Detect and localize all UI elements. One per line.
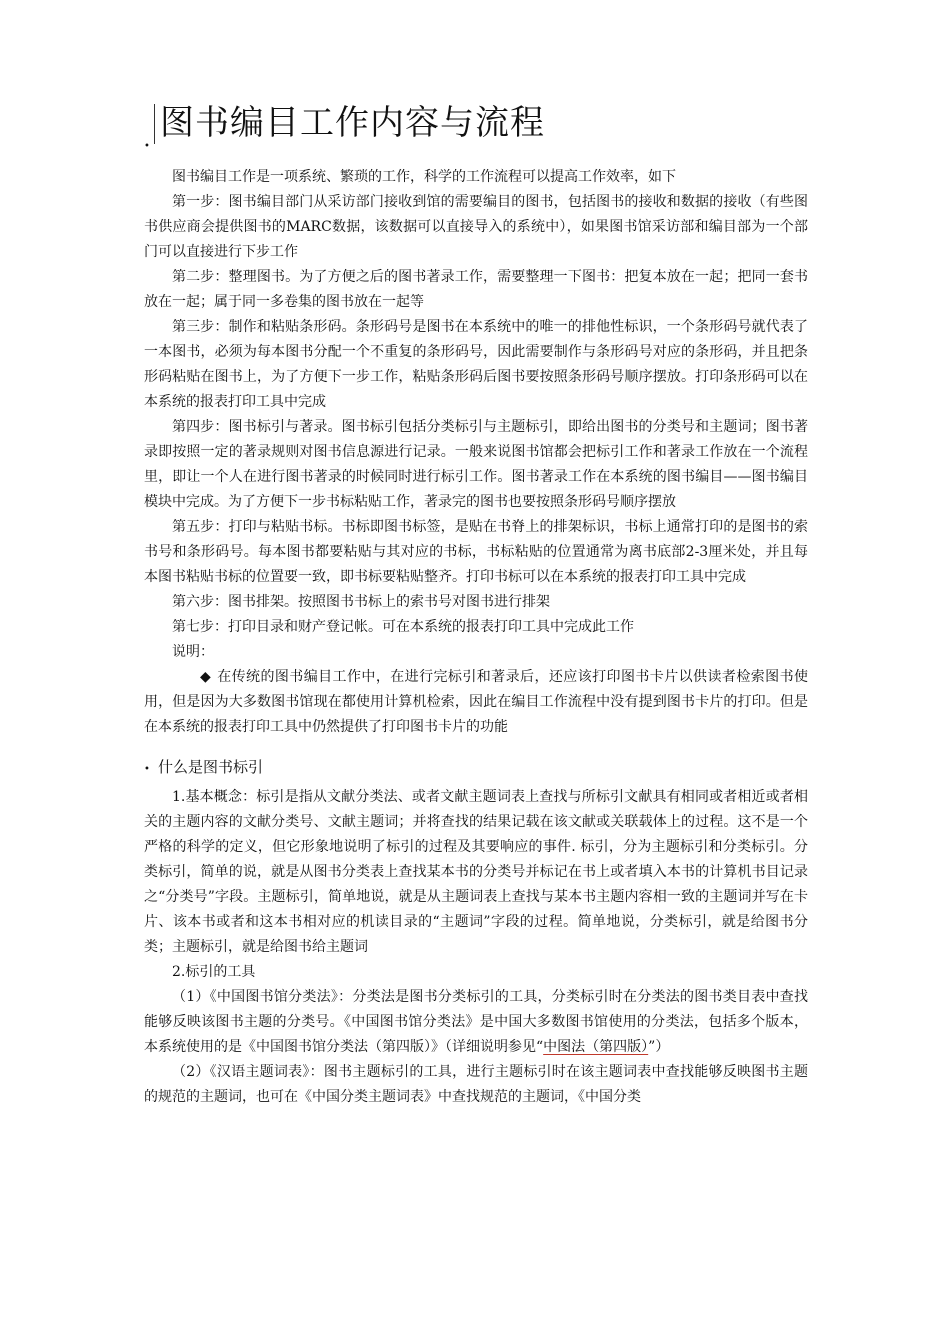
intro-paragraph: 图书编目工作是一项系统、繁琐的工作，科学的工作流程可以提高工作效率，如下 [172, 169, 676, 185]
step-6-paragraph: 第六步：图书排架。按照图书书标上的索书号对图书进行排架 [172, 594, 550, 610]
step-5-paragraph: 第五步：打印与粘贴书标。书标即图书标签，是贴在书脊上的排架标识，书标上通常打印的是图书的索书号和条形码号。每本图书都要粘贴与其对应的书标，书标粘贴的位置通常为离书底部2-3厘米处，并且每本图书粘贴书标的位置要一致，即书标要粘贴整齐。打印书标可以在本系统的报表打印工具中完成 [144, 519, 808, 585]
title-bullet: • [144, 141, 150, 152]
step-3-paragraph: 第三步：制作和粘贴条形码。条形码号是图书在本系统中的唯一的排他性标识，一个条形码号就代表了一本图书，必须为每本图书分配一个不重复的条形码号，因此需要制作与条形码号对应的条形码，并且把条形码粘贴在图书上，为了方便下一步工作，粘贴条形码后图书要按照条形码号顺序摆放。打印条形码可以在本系统的报表打印工具中完成 [144, 319, 808, 410]
clt-4th-edition-link[interactable]: 中图法（第四版） [543, 1039, 649, 1055]
title-row [144, 100, 844, 152]
step-7-paragraph: 第七步：打印目录和财产登记帐。可在本系统的报表打印工具中完成此工作 [172, 619, 634, 635]
concept-paragraph: 1.基本概念：标引是指从文献分类法、或者文献主题词表上查找与所标引文献具有相同或者相近或者相关的主题内容的文献分类号、文献主题词；并将查找的结果记载在该文献或关联载体上的过程。这不是一个严格的科学的定义，但它形象地说明了标引的过程及其要响应的事件. 标引，分为主题标引和分类标引。分类标引，简单的说，就是从图书分类表上查找某本书的分类号并标记在书上或者填入本书的计算机书目记录之“分类号”字段。主题标引，简单地说，就是从主题词表上查找与某本书主题内容相一致的主题词并写在卡片、该本书或者和这本书相对应的机读目录的“主题词”字段的过程。简单地说，分类标引，就是给图书分类；主题标引，就是给图书给主题词 [144, 789, 808, 955]
section-heading [144, 754, 808, 783]
step-4-paragraph: 第四步：图书标引与著录。图书标引包括分类标引与主题标引，即给出图书的分类号和主题词；图书著录即按照一定的著录规则对图书信息源进行记录。一般来说图书馆都会把标引工作和著录工作放在一个流程里，即让一个人在进行图书著录的时候同时进行标引工作。图书著录工作在本系统的图书编目——图书编目模块中完成。为了方便下一步书标粘贴工作，著录完的图书也要按照条形码号顺序摆放 [144, 419, 808, 510]
page-title: 图书编目工作内容与流程 [160, 103, 545, 143]
note-paragraph [144, 665, 808, 740]
tool-2-paragraph: （2）《汉语主题词表》：图书主题标引的工具，进行主题标引时在该主题词表中查找能够反映图书主题的规范的主题词，也可在《中国分类主题词表》中查找规范的主题词，《中国分类 [144, 1064, 808, 1105]
section-bullet: • [144, 764, 150, 775]
note-text: 在传统的图书编目工作中，在进行完标引和著录后，还应该打印图书卡片以供读者检索图书使用，但是因为大多数图书馆现在都使用计算机检索，因此在编目工作流程中没有提到图书卡片的打印。但是在本系统的报表打印工具中仍然提供了打印图书卡片的功能 [144, 669, 808, 735]
note-label: 说明： [172, 644, 214, 660]
document-body [144, 165, 808, 1110]
step-2-paragraph: 第二步：整理图书。为了方便之后的图书著录工作，需要整理一下图书：把复本放在一起；把同一套书放在一起；属于同一多卷集的图书放在一起等 [144, 269, 808, 310]
diamond-bullet-icon: ◆ [200, 669, 211, 685]
section-heading-text: 什么是图书标引 [158, 758, 264, 776]
tool-1-text: （1）《中国图书馆分类法》：分类法是图书分类标引的工具，分类标引时在分类法的图书类目表中查找能够反映该图书主题的分类号。《中国图书馆分类法》是中国大多数图书馆使用的分类法，包括多个版本，本系统使用的是《中国图书馆分类法（第四版）》（详细说明参见“ [144, 989, 808, 1055]
text-cursor [154, 104, 155, 144]
tool-1-paragraph [144, 985, 808, 1060]
step-1-paragraph: 第一步：图书编目部门从采访部门接收到馆的需要编目的图书，包括图书的接收和数据的接收（有些图书供应商会提供图书的MARC数据，该数据可以直接导入的系统中），如果图书馆采访部和编目部为一个部门可以直接进行下步工作 [144, 194, 808, 260]
tool-1-closing: ”） [648, 1039, 670, 1055]
tools-heading: 2.标引的工具 [172, 964, 256, 980]
